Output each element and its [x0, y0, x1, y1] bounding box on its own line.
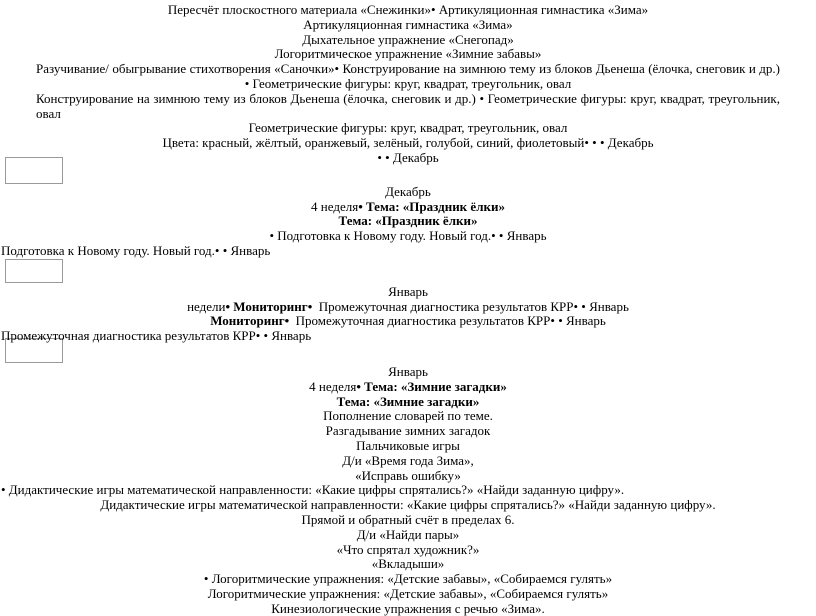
doc-line [0, 483, 816, 498]
doc-line [0, 62, 816, 77]
doc-text: Дидактические игры математической направленности: «Какие цифры спрятались?» «Найди заданную цифру». [100, 497, 716, 513]
doc-text: Подготовка к Новому году. Новый год.• • Январь [1, 242, 271, 258]
doc-line [0, 587, 816, 602]
doc-line [0, 77, 816, 92]
doc-text: Д/и «Найди пары» [356, 526, 460, 542]
doc-text: Промежуточная диагностика результатов КРР• • Январь [1, 328, 312, 344]
doc-text: • Логоритмические упражнения: «Детские забавы», «Собираемся гулять» [203, 571, 613, 587]
doc-text: Разгадывание зимних загадок [325, 423, 491, 439]
doc-line [0, 395, 816, 410]
doc-text: 4 неделя [309, 378, 357, 394]
doc-line [0, 300, 816, 315]
doc-text: «Вкладыши» [371, 556, 445, 572]
doc-line [0, 557, 816, 572]
doc-text: Прямой и обратный счёт в пределах 6. [301, 511, 515, 527]
doc-line [0, 151, 816, 166]
doc-text: Геометрические фигуры: круг, квадрат, треугольник, овал [248, 120, 568, 136]
doc-line [0, 33, 816, 48]
doc-text: Логоритмические упражнения: «Детские забавы», «Собираемся гулять» [207, 585, 609, 601]
doc-text-bold: Мониторинг• [210, 313, 290, 329]
doc-text-bold: Тема: «Зимние загадки» [336, 393, 480, 409]
doc-line [0, 47, 816, 62]
doc-text: • Дидактические игры математической направленности: «Какие цифры спрятались?» «Найди заданную цифру». [1, 482, 625, 498]
doc-line [0, 92, 816, 122]
doc-text: «Исправь ошибку» [355, 467, 461, 483]
doc-text: Декабрь [385, 183, 431, 199]
doc-line [0, 121, 816, 136]
doc-text: • Подготовка к Новому году. Новый год.• • Январь [269, 228, 547, 244]
doc-text: Д/и «Время года Зима», [342, 452, 474, 468]
doc-text: Артикуляционная гимнастика «Зима» [303, 16, 513, 32]
doc-text: Промежуточная диагностика результатов КРР• • Январь [289, 313, 606, 329]
doc-text-bold: Тема: «Праздник ёлки» [338, 213, 478, 229]
doc-text: недели [187, 298, 226, 314]
doc-line [0, 365, 816, 380]
doc-text: Промежуточная диагностика результатов КРР• • Январь [312, 298, 629, 314]
doc-line [0, 214, 816, 229]
doc-text-bold: • Тема: «Зимние загадки» [356, 378, 507, 394]
doc-line [0, 136, 816, 151]
doc-text: • Геометрические фигуры: круг, квадрат, треугольник, овал [244, 75, 572, 91]
doc-text: Разучивание/ обыгрывание стихотворения «Саночки»• Конструирование на зимнюю тему из блоков Дьенеша (ёлочка, снеговик и др.) [36, 61, 780, 77]
doc-line [0, 285, 816, 300]
doc-line [0, 439, 816, 454]
doc-text: Конструирование на зимнюю тему из блоков Дьенеша (ёлочка, снеговик и др.) • Геометрические фигуры: круг, квадрат, треугольник, овал [36, 90, 780, 121]
doc-text: Январь [388, 283, 428, 299]
placeholder-box [5, 259, 63, 283]
doc-text: Пальчиковые игры [356, 437, 460, 453]
doc-line [0, 409, 816, 424]
doc-line [0, 200, 816, 215]
doc-text-bold: • Мониторинг• [225, 298, 313, 314]
doc-text-bold: • Тема: «Праздник ёлки» [358, 198, 505, 214]
doc-line [0, 469, 816, 484]
doc-text: Пересчёт плоскостного материала «Снежинки»• Артикуляционная гимнастика «Зима» [167, 2, 649, 17]
doc-text: Логоритмическое упражнение «Зимние забавы» [274, 46, 542, 62]
doc-line [0, 572, 816, 587]
doc-line [0, 543, 816, 558]
doc-line [0, 602, 816, 616]
doc-line [0, 3, 816, 18]
doc-text: Январь [388, 363, 428, 379]
doc-text: Цвета: красный, жёлтый, оранжевый, зелёный, голубой, синий, фиолетовый• • • Декабрь [162, 135, 654, 151]
doc-text: 4 неделя [311, 198, 359, 214]
doc-line [0, 329, 816, 344]
doc-line [0, 244, 816, 259]
placeholder-box [5, 157, 63, 184]
doc-line [0, 498, 816, 513]
doc-text: «Что спрятал художник?» [336, 541, 480, 557]
doc-line [0, 380, 816, 395]
doc-line [0, 454, 816, 469]
doc-line [0, 528, 816, 543]
doc-line [0, 18, 816, 33]
doc-text: Дыхательное упражнение «Снегопад» [302, 31, 514, 47]
doc-line [0, 229, 816, 244]
doc-line [0, 185, 816, 200]
doc-line [0, 314, 816, 329]
doc-text: • • Декабрь [377, 149, 439, 165]
doc-text: Пополнение словарей по теме. [323, 408, 493, 424]
doc-text: Кинезиологические упражнения с речью «Зима». [271, 600, 545, 616]
doc-line [0, 513, 816, 528]
doc-line [0, 424, 816, 439]
